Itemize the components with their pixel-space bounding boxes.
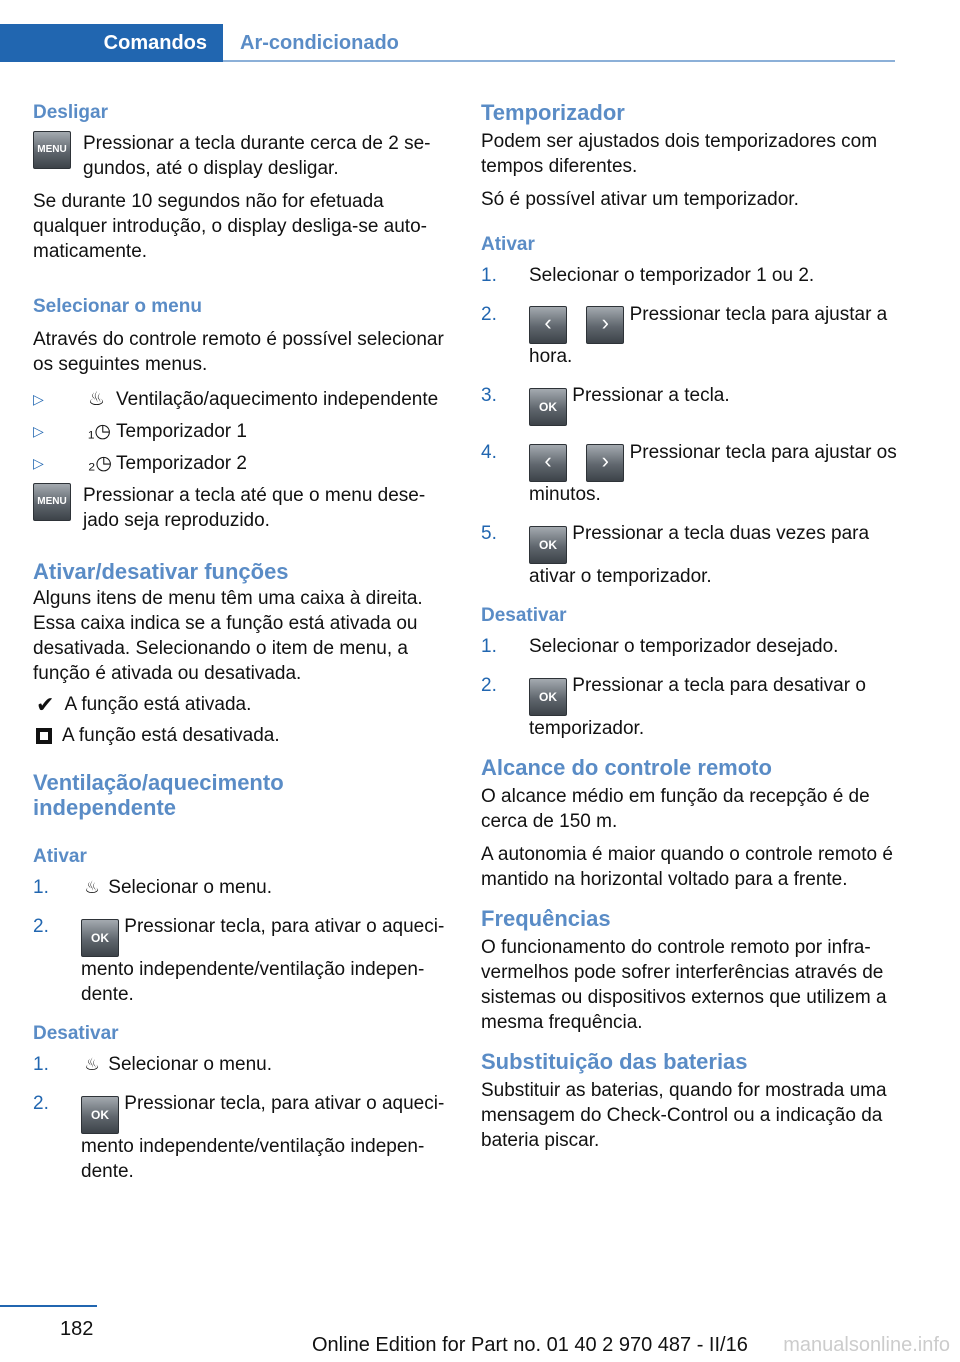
page-number-rule: [0, 1305, 97, 1307]
menu-text: Através do controle remoto é possível selecionar os seguintes menus.: [33, 329, 444, 375]
triangle-bullet-icon: ▷: [33, 455, 44, 471]
menu-list: [33, 387, 448, 476]
page-number: 182: [60, 1318, 94, 1340]
step-text: Selecionar o menu.: [108, 1054, 272, 1075]
left-column: [33, 100, 448, 1198]
list-item: [33, 875, 448, 900]
list-item: [481, 440, 899, 507]
frequencias-text: O funcionamento do controle remoto por infravermelhos pode sofrer interferências através de sistemas ou dispositivos externos que utilizem a mesma frequência.: [481, 937, 887, 1033]
step-text: Pressionar a tecla.: [572, 385, 730, 406]
menu-key-row: [33, 483, 448, 533]
step-text: Selecionar o temporizador desejado.: [529, 636, 839, 657]
step-text: Pressionar a tecla duas vezes para ativar o temporizador.: [529, 523, 870, 587]
menu-key-icon: MENU: [33, 483, 71, 521]
step-text: Pressionar a tecla para desativar o temporizador.: [529, 675, 866, 739]
step-text: Pressionar tecla para ajustar os minutos.: [529, 442, 897, 505]
list-item: [33, 387, 448, 412]
desligar-heading: Desligar: [33, 102, 108, 123]
temp-desativar-steps: [481, 634, 899, 741]
watermark: manualsonline.info: [783, 1334, 950, 1356]
step-text: Pressionar tecla, para ativar o aquecimento independente/ventilação independente.: [81, 1093, 445, 1182]
desativar-steps: [33, 1052, 448, 1184]
ok-key-icon: OK: [529, 678, 567, 716]
ativar-steps: [33, 875, 448, 1007]
baterias-heading: Substituição das baterias: [481, 1049, 748, 1074]
tab-comandos[interactable]: [0, 24, 223, 62]
ok-key-icon: OK: [529, 388, 567, 426]
arrow-left-key-icon: ‹: [529, 306, 567, 344]
desligar-text-2: Se durante 10 segundos não for efetuada qualquer introdução, o display desliga-se automaticamente.: [33, 191, 427, 262]
tab-comandos-label: Comandos: [103, 32, 207, 54]
step-number: 2.: [33, 1093, 49, 1114]
menu-key-text: Pressionar a tecla até que o menu desejado seja reproduzido.: [83, 485, 426, 531]
menu-item-label: Temporizador 2: [116, 453, 247, 474]
list-item: [481, 383, 899, 426]
list-item: [33, 1091, 448, 1184]
ativada-text: A função está ativada.: [64, 694, 252, 715]
triangle-bullet-icon: ▷: [33, 423, 44, 439]
vent-heading: Ventilação/aquecimento independente: [33, 770, 284, 820]
desativada-text: A função está desativada.: [62, 725, 280, 746]
step-number: 1.: [481, 636, 497, 657]
funcoes-heading: Ativar/desativar funções: [33, 559, 289, 584]
empty-box-icon: [36, 728, 52, 744]
temp-ativar-steps: [481, 263, 899, 589]
ok-key-icon: OK: [529, 526, 567, 564]
desativar-heading: Desativar: [33, 1023, 119, 1044]
temporizador-text: Podem ser ajustados dois temporizadores com tempos diferentes.: [481, 131, 878, 177]
ativar-heading: Ativar: [33, 846, 87, 867]
baterias-text: Substituir as baterias, quando for mostrada uma mensagem do Check-Control ou a indicação da bateria piscar.: [481, 1080, 887, 1151]
menu-item-label: Ventilação/aquecimento independente: [116, 389, 439, 410]
edition-footer: Online Edition for Part no. 01 40 2 970 487 - II/16: [312, 1334, 748, 1356]
timer-1-icon: ₁◷: [88, 421, 111, 442]
desligar-text: Pressionar a tecla durante cerca de 2 segundos, até o display desligar.: [83, 133, 431, 179]
tab-ar-condicionado[interactable]: Ar-condicionado: [240, 32, 399, 54]
step-text: Selecionar o temporizador 1 ou 2.: [529, 265, 815, 286]
list-item: [33, 419, 448, 444]
menu-item-label: Temporizador 1: [116, 421, 247, 442]
step-text: Pressionar tecla para ajustar a hora.: [529, 304, 888, 367]
temp-desativar-heading: Desativar: [481, 605, 567, 626]
checkmark-icon: ✔: [36, 692, 55, 717]
header-bar: [0, 0, 895, 62]
temporizador-heading: Temporizador: [481, 100, 625, 125]
ok-key-icon: OK: [81, 1096, 119, 1134]
ativada-row: [33, 692, 448, 717]
heater-icon: ♨: [84, 1055, 100, 1074]
funcoes-text: Alguns itens de menu têm uma caixa à direita. Essa caixa indica se a função está ativada ou desativada. Selecionando o item de menu, a função é ativada ou desativada.: [33, 588, 423, 684]
arrow-right-key-icon: ›: [586, 444, 624, 482]
list-item: [33, 1052, 448, 1077]
header-rule: [223, 60, 895, 62]
triangle-bullet-icon: ▷: [33, 391, 44, 407]
list-item: [33, 914, 448, 1007]
alcance-text: O alcance médio em função da recepção é de cerca de 150 m.: [481, 786, 870, 832]
step-text: Pressionar tecla, para ativar o aquecimento independente/ventilação independente.: [81, 916, 445, 1005]
step-number: 1.: [481, 265, 497, 286]
list-item: [33, 451, 448, 476]
list-item: [481, 302, 899, 369]
step-number: 3.: [481, 385, 497, 406]
temporizador-text-2: Só é possível ativar um temporizador.: [481, 189, 799, 210]
menu-key-icon: MENU: [33, 131, 71, 169]
list-item: [481, 673, 899, 741]
alcance-text-2: A autonomia é maior quando o controle remoto é mantido na horizontal voltado para a frente.: [481, 844, 893, 890]
step-number: 5.: [481, 523, 497, 544]
arrow-left-key-icon: ‹: [529, 444, 567, 482]
desativada-row: [33, 723, 448, 748]
step-number: 1.: [33, 877, 49, 898]
frequencias-heading: Frequências: [481, 906, 611, 931]
step-number: 2.: [481, 675, 497, 696]
step-text: Selecionar o menu.: [108, 877, 272, 898]
step-number: 2.: [33, 916, 49, 937]
heater-icon: ♨: [84, 878, 100, 897]
list-item: [481, 634, 899, 659]
alcance-heading: Alcance do controle remoto: [481, 755, 772, 780]
right-column: [481, 100, 899, 1153]
heater-icon: ♨: [88, 389, 106, 410]
list-item: [481, 521, 899, 589]
list-item: [481, 263, 899, 288]
step-number: 4.: [481, 442, 497, 463]
ok-key-icon: OK: [81, 919, 119, 957]
step-number: 1.: [33, 1054, 49, 1075]
timer-2-icon: ₂◷: [88, 453, 112, 474]
arrow-right-key-icon: ›: [586, 306, 624, 344]
step-number: 2.: [481, 304, 497, 325]
menu-heading: Selecionar o menu: [33, 296, 202, 317]
desligar-key-row: [33, 131, 448, 181]
temp-ativar-heading: Ativar: [481, 234, 535, 255]
